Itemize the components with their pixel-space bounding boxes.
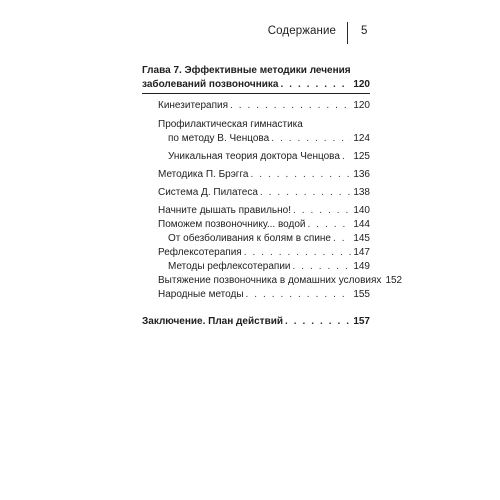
running-header — [0, 22, 500, 42]
leader-dots — [280, 78, 351, 92]
toc-entry — [142, 118, 370, 146]
toc-chapter-7 — [142, 64, 370, 94]
chapter-title-line2: заболеваний позвоночника — [142, 79, 279, 90]
chapter-rule — [142, 93, 370, 94]
entry-page: 120 — [353, 100, 370, 111]
chapter-title-row — [142, 78, 370, 92]
entry-row — [158, 132, 370, 146]
leader-dots — [244, 246, 352, 260]
conclusion-title: Заключение. План действий — [142, 316, 284, 327]
page-number: 5 — [361, 25, 368, 37]
toc-subentry — [142, 260, 370, 274]
entry-title: Поможем позвоночнику... водой — [158, 219, 306, 230]
section-label: Содержание — [267, 25, 336, 37]
entry-title: От обезболивания к болям в спине — [168, 233, 331, 244]
entry-title: Уникальная теория доктора Ченцова — [168, 151, 340, 162]
entry-title: Система Д. Пилатеса — [158, 187, 258, 198]
leader-dots — [308, 218, 352, 232]
table-of-contents — [142, 64, 403, 329]
leader-dots — [293, 204, 351, 218]
entry-page: 136 — [353, 169, 370, 180]
toc-entry — [142, 288, 370, 302]
toc-entry — [142, 168, 370, 182]
entry-page: 152 — [385, 275, 403, 286]
entry-title: Вытяжение позвоночника в домашних условиях — [158, 275, 382, 286]
toc-entry — [142, 218, 370, 232]
entry-title: Народные методы — [158, 289, 244, 300]
entry-title: Кинезитерапия — [158, 100, 229, 111]
header-divider — [347, 22, 348, 44]
entry-page: 155 — [353, 289, 370, 300]
leader-dots — [271, 132, 351, 146]
entry-title: Рефлексотерапия — [158, 247, 242, 258]
conclusion-page: 157 — [353, 316, 370, 327]
entry-page: 124 — [353, 133, 370, 144]
toc-conclusion — [142, 315, 370, 329]
toc-subentry — [142, 150, 370, 164]
entry-title-line1: Профилактическая гимнастика — [158, 119, 303, 130]
entry-page: 138 — [353, 187, 370, 198]
leader-dots — [333, 232, 351, 246]
entry-title: Методы рефлексотерапии — [168, 261, 291, 272]
toc-entry — [142, 246, 370, 260]
leader-dots — [285, 315, 351, 329]
toc-entry — [142, 99, 370, 113]
toc-entry — [142, 204, 370, 218]
entry-page: 147 — [353, 247, 370, 258]
leader-dots — [246, 288, 352, 302]
leader-dots — [342, 150, 351, 164]
entry-page: 149 — [353, 261, 370, 272]
chapter-title-line1: Глава 7. Эффективные методики лечения — [142, 65, 351, 76]
toc-entry — [142, 274, 403, 288]
entry-page: 145 — [353, 233, 370, 244]
leader-dots — [293, 260, 352, 274]
leader-dots — [230, 99, 351, 113]
entry-title: Начните дышать правильно! — [158, 205, 291, 216]
entry-title: Методика П. Брэгга — [158, 169, 249, 180]
toc-entry — [142, 186, 370, 200]
chapter-page: 120 — [353, 79, 370, 90]
entry-page: 140 — [353, 205, 370, 216]
leader-dots — [250, 168, 351, 182]
entry-page: 125 — [353, 151, 370, 162]
entry-page: 144 — [353, 219, 370, 230]
leader-dots — [260, 186, 351, 200]
toc-subentry — [142, 232, 370, 246]
entry-title-line2: по методу В. Ченцова — [168, 133, 270, 144]
